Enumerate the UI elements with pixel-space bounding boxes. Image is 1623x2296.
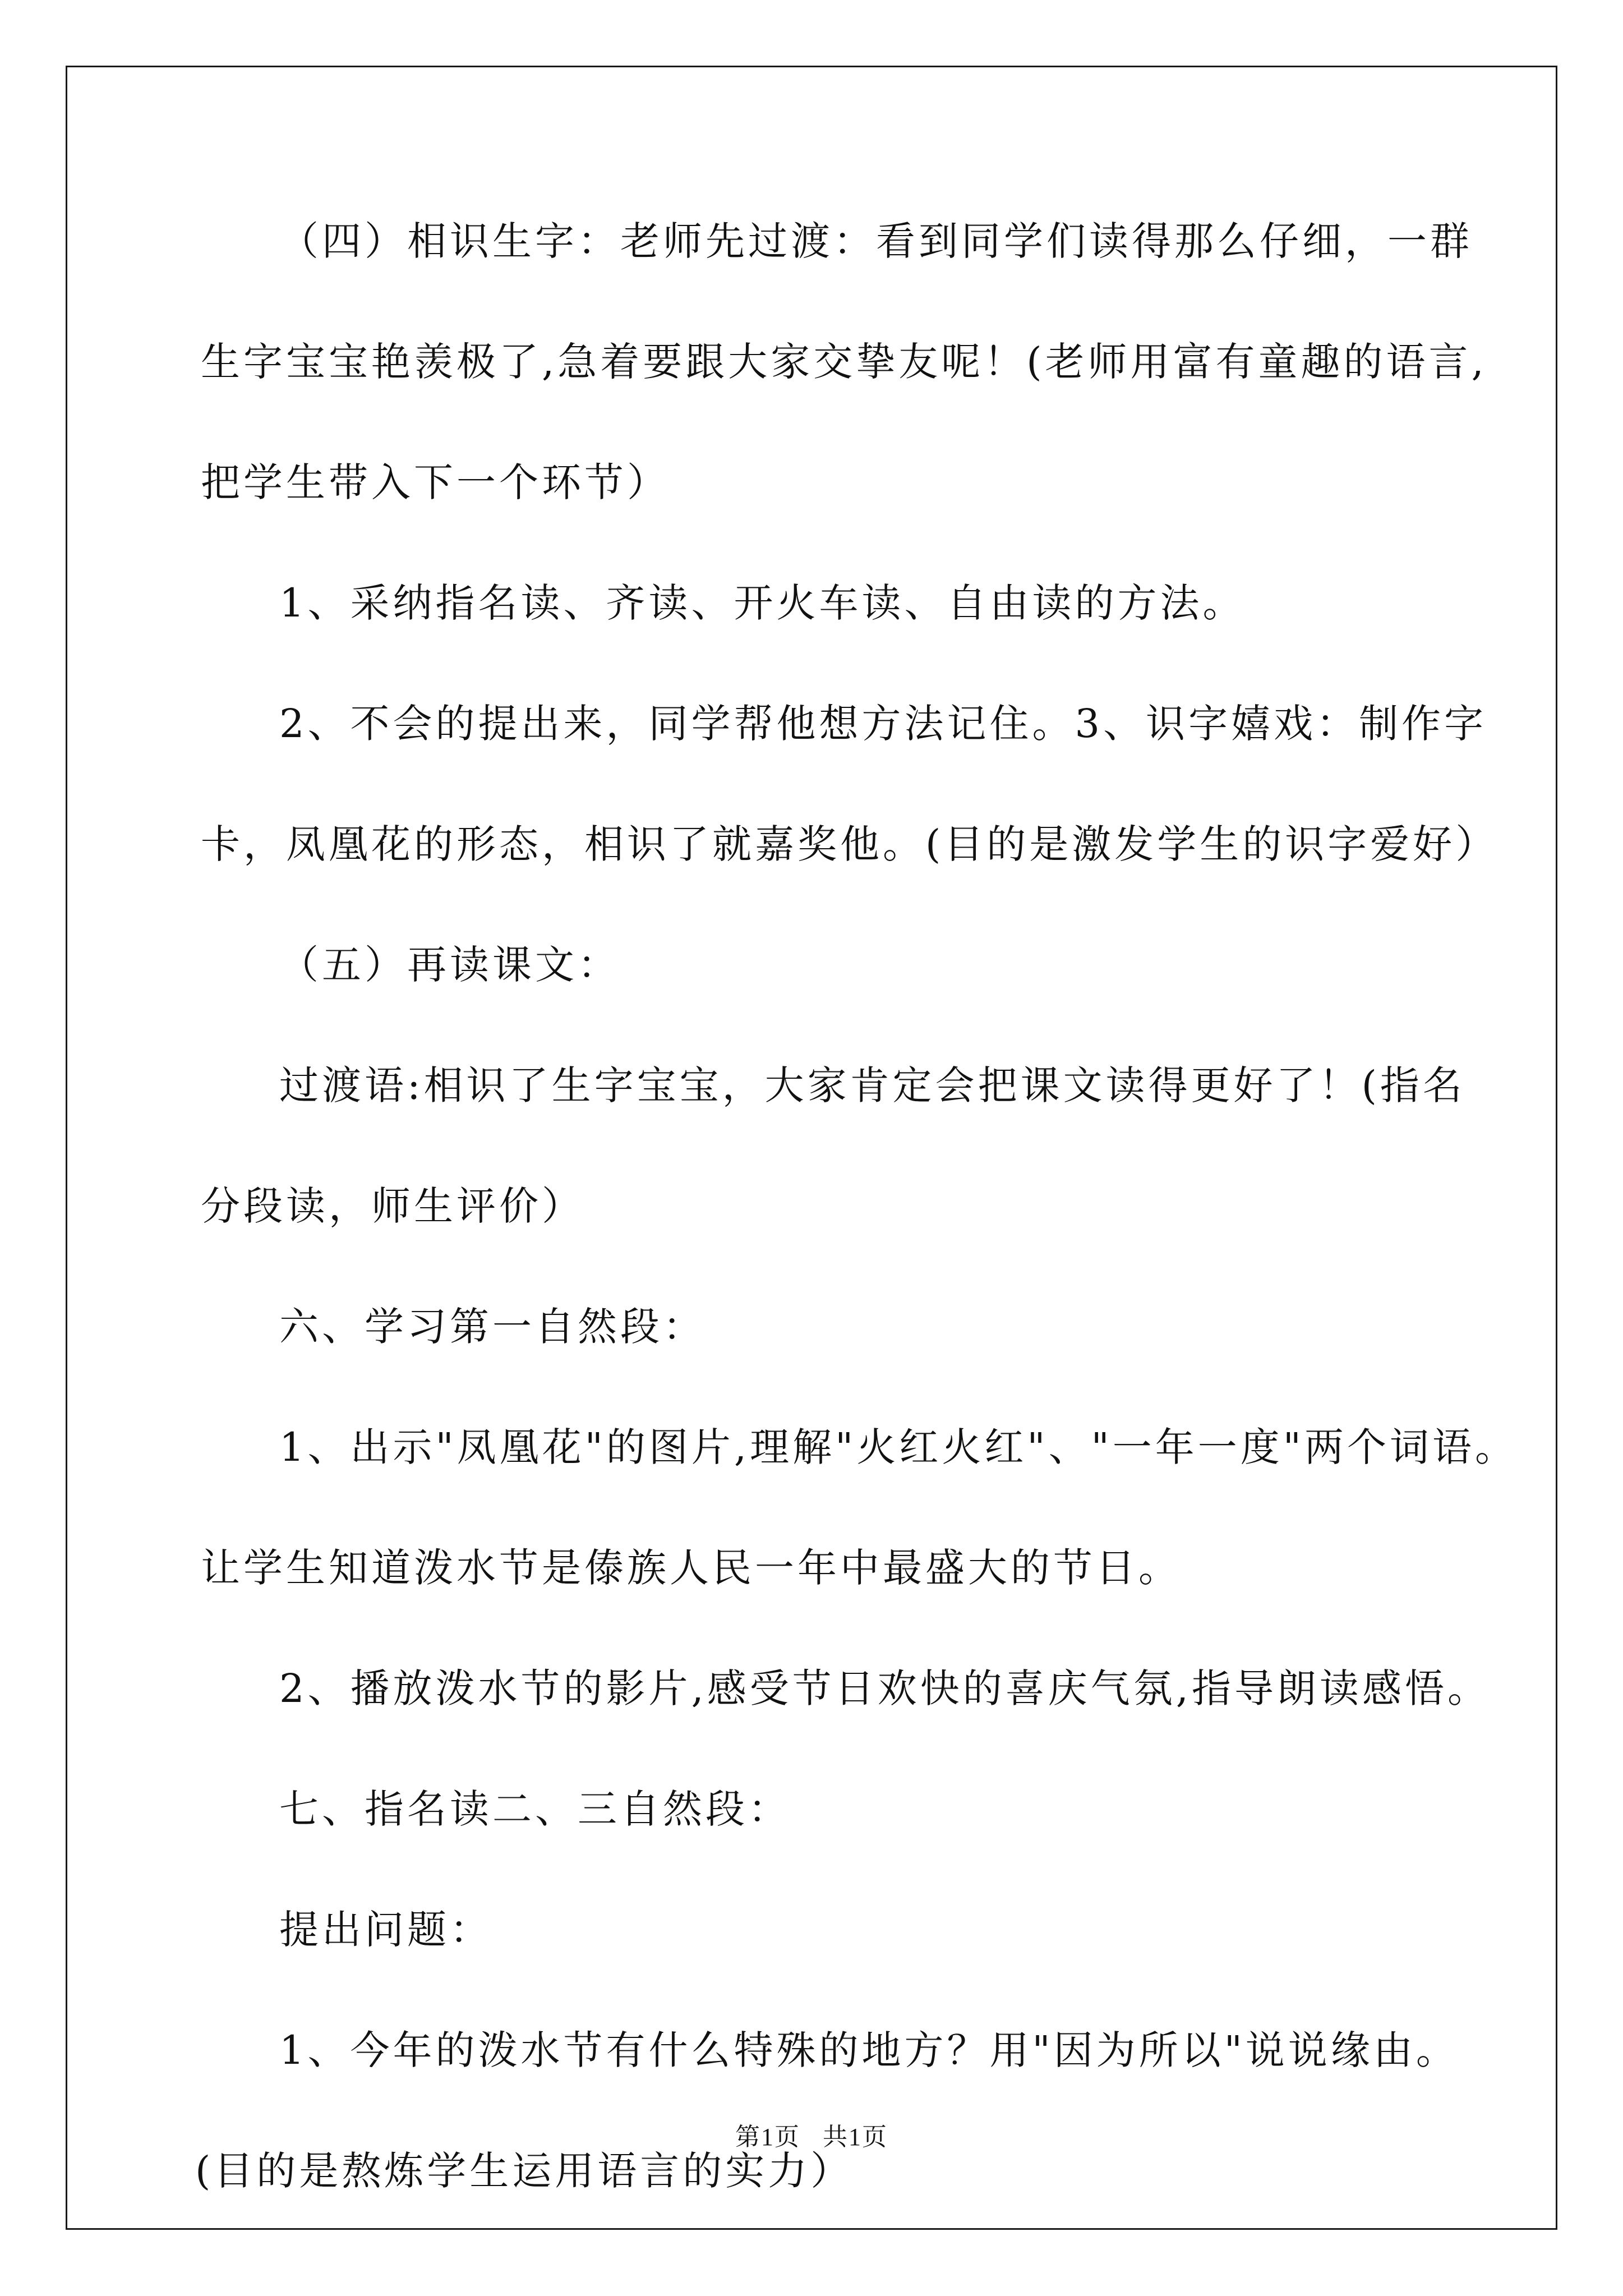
paragraph-line: 过渡语:相识了生字宝宝，大家肯定会把课文读得更好了！(指名: [279, 1062, 1465, 1108]
paragraph-line: 1、出示"凤凰花"的图片,理解"火红火红"、"一年一度"两个词语。: [279, 1424, 1518, 1470]
paragraph-line: 提出问题：: [279, 1907, 492, 1953]
paragraph-line: 分段读，师生评价）: [201, 1183, 584, 1229]
paragraph-line: 1、今年的泼水节有什么特殊的地方？用"因为所以"说说缘由。: [279, 2027, 1459, 2073]
paragraph-line: 卡，凤凰花的形态，相识了就嘉奖他。(目的是激发学生的识字爱好）: [201, 821, 1498, 867]
paragraph-line: 六、学习第一自然段：: [279, 1304, 706, 1350]
page-total: 共1页: [823, 2123, 888, 2151]
page-footer: [0, 2120, 1623, 2154]
paragraph-line: (目的是熬炼学生运用语言的实力）: [195, 2148, 854, 2194]
paragraph-line: 2、不会的提出来，同学帮他想方法记住。3、识字嬉戏：制作字: [279, 701, 1487, 747]
page-number: 第1页: [735, 2123, 800, 2151]
paragraph-line: 1、采纳指名读、齐读、开火车读、自由读的方法。: [279, 580, 1246, 626]
paragraph-line: 2、播放泼水节的影片,感受节日欢快的喜庆气氛,指导朗读感悟。: [279, 1665, 1491, 1711]
paragraph-line: 生字宝宝艳羡极了,急着要跟大家交挚友呢！(老师用富有童趣的语言,: [201, 339, 1487, 385]
paragraph-line: （五）再读课文：: [279, 942, 620, 988]
paragraph-line: （四）相识生字：老师先过渡：看到同学们读得那么仔细，一群: [279, 218, 1473, 264]
paragraph-line: 七、指名读二、三自然段：: [279, 1786, 791, 1832]
paragraph-line: 把学生带入下一个环节）: [201, 459, 670, 505]
paragraph-line: 让学生知道泼水节是傣族人民一年中最盛大的节日。: [201, 1545, 1181, 1591]
